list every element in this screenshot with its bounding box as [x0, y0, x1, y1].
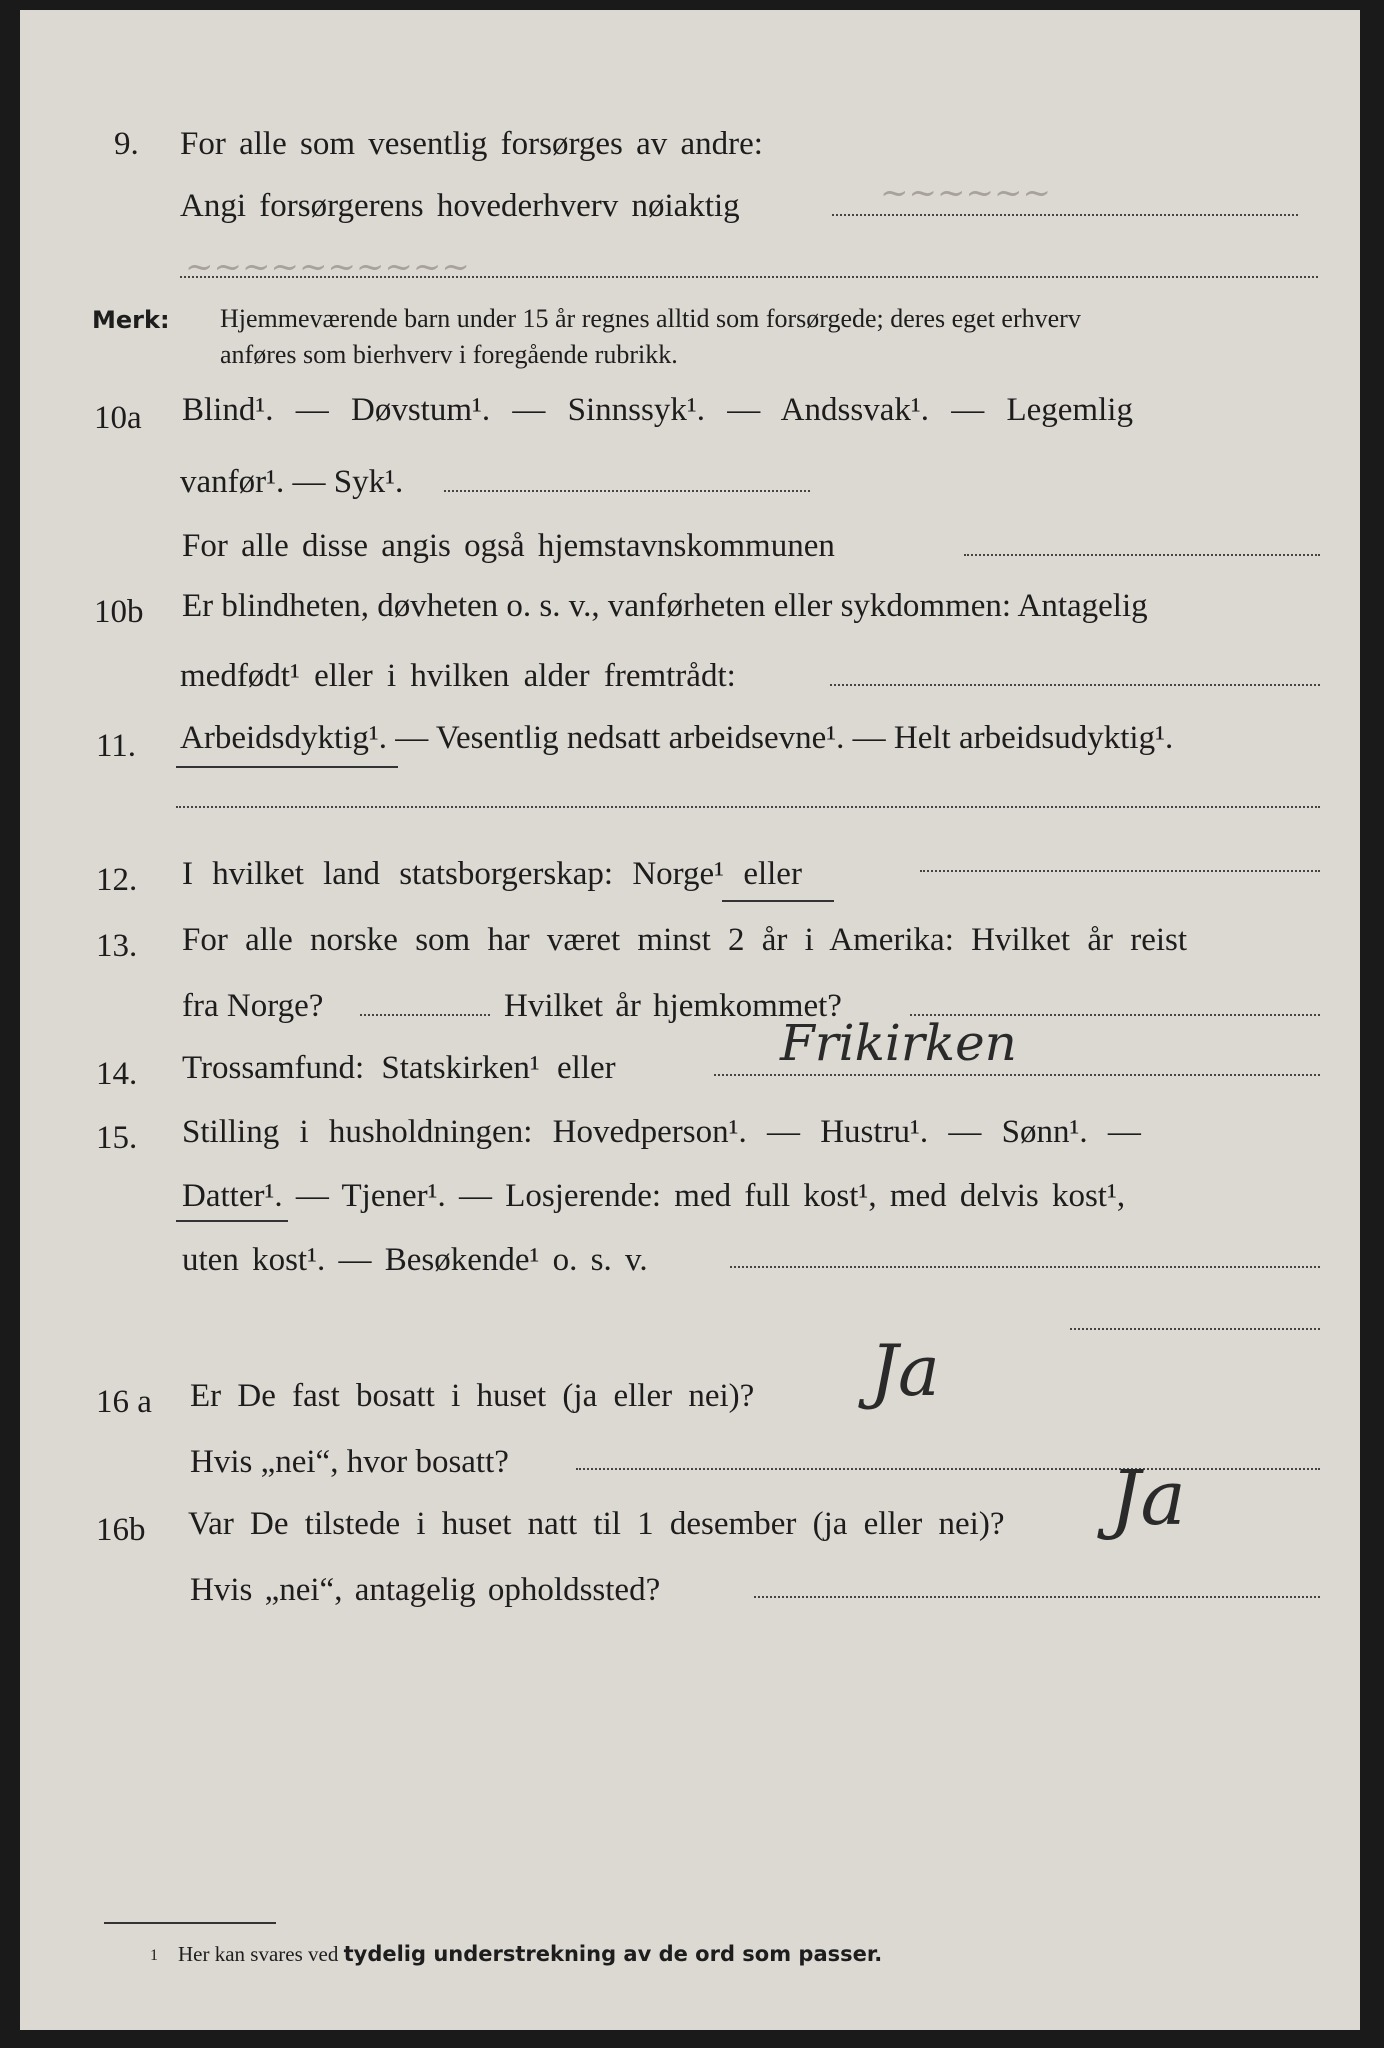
handwritten-answer: Ja: [1110, 1453, 1186, 1542]
question-10a-line-1: Blind¹. — Døvstum¹. — Sinnssyk¹. — Andssvak¹. — Legemlig: [182, 392, 1133, 428]
question-number: 10b: [94, 594, 144, 630]
footnote-text-bold: tydelig understrekning av de ord som passer.: [343, 1942, 883, 1966]
question-number: 15.: [96, 1120, 138, 1156]
footnote-mark: 1: [150, 1947, 158, 1964]
census-form-page: [20, 10, 1360, 2030]
question-13-line-1: For alle norske som har været minst 2 år i Amerika: Hvilket år reist: [182, 922, 1188, 958]
answer-line: [1070, 1328, 1320, 1330]
note-label: Merk:: [92, 306, 170, 334]
question-13-line-2b: Hvilket år hjemkommet?: [504, 988, 842, 1024]
answer-line: [730, 1266, 1320, 1268]
question-12-line-1: I hvilket land statsborgerskap: Norge¹ eller: [182, 856, 802, 892]
faded-handwriting: ~~~~~~: [880, 173, 1051, 213]
question-14-line-1: Trossamfund: Statskirken¹ eller: [182, 1050, 616, 1086]
answer-line: [176, 806, 1320, 808]
question-number: 12.: [96, 862, 138, 898]
question-9-line-1: For alle som vesentlig forsørges av andre:: [180, 126, 763, 162]
underline-mark: [176, 766, 398, 768]
question-number: 11.: [96, 728, 137, 764]
underline-mark: [176, 1220, 288, 1222]
question-number: 16b: [96, 1512, 146, 1548]
question-11-line-1: Arbeidsdyktig¹. — Vesentlig nedsatt arbeidsevne¹. — Helt arbeidsudyktig¹.: [180, 720, 1174, 756]
question-number: 16 a: [96, 1384, 152, 1420]
footnote-text: [178, 1944, 882, 1965]
question-16a-line-2: Hvis „nei“, hvor bosatt?: [190, 1444, 509, 1480]
underline-mark: [722, 900, 834, 902]
handwritten-answer: Frikirken: [780, 1014, 1017, 1072]
answer-line: [754, 1596, 1320, 1598]
answer-line: [920, 870, 1320, 872]
faded-handwriting: ~~~~~~~~~~: [185, 247, 470, 287]
question-10a-line-3: For alle disse angis også hjemstavnskommunen: [182, 528, 835, 564]
answer-line: [576, 1468, 1320, 1470]
footnote-text-plain: Her kan svares ved: [178, 1942, 339, 1966]
question-number: 10a: [94, 400, 142, 436]
question-15-line-2: Datter¹. — Tjener¹. — Losjerende: med full kost¹, med delvis kost¹,: [182, 1178, 1126, 1214]
question-number: 9.: [114, 126, 139, 162]
question-15-line-1: Stilling i husholdningen: Hovedperson¹. — Hustru¹. — Sønn¹. —: [182, 1114, 1141, 1150]
question-13-line-2a: fra Norge?: [182, 988, 324, 1024]
footnote-rule: [104, 1922, 276, 1924]
note-line-1: Hjemmeværende barn under 15 år regnes alltid som forsørgede; deres eget erhverv: [220, 304, 1081, 333]
question-16b-line-1: Var De tilstede i huset natt til 1 desember (ja eller nei)?: [188, 1506, 1005, 1542]
question-number: 13.: [96, 928, 138, 964]
answer-line: [830, 684, 1320, 686]
answer-line: [180, 276, 1318, 278]
question-16b-line-2: Hvis „nei“, antagelig opholdssted?: [190, 1572, 661, 1608]
handwritten-answer: Ja: [870, 1330, 940, 1412]
answer-line: [360, 1014, 490, 1016]
note-line-2: anføres som bierhverv i foregående rubrikk.: [220, 340, 678, 369]
answer-line: [444, 490, 810, 492]
question-10b-line-1: Er blindheten, døvheten o. s. v., vanførheten eller sykdommen: Antagelig: [182, 588, 1148, 624]
question-10a-line-2: vanfør¹. — Syk¹.: [180, 464, 404, 500]
answer-line: [832, 214, 1298, 216]
answer-line: [714, 1074, 1320, 1076]
question-9-line-2: Angi forsørgerens hovederhverv nøiaktig: [180, 188, 740, 224]
question-10b-line-2: medfødt¹ eller i hvilken alder fremtrådt:: [180, 658, 736, 694]
question-16a-line-1: Er De fast bosatt i huset (ja eller nei)?: [190, 1378, 755, 1414]
question-number: 14.: [96, 1056, 138, 1092]
answer-line: [964, 554, 1320, 556]
question-15-line-3: uten kost¹. — Besøkende¹ o. s. v.: [182, 1242, 648, 1278]
